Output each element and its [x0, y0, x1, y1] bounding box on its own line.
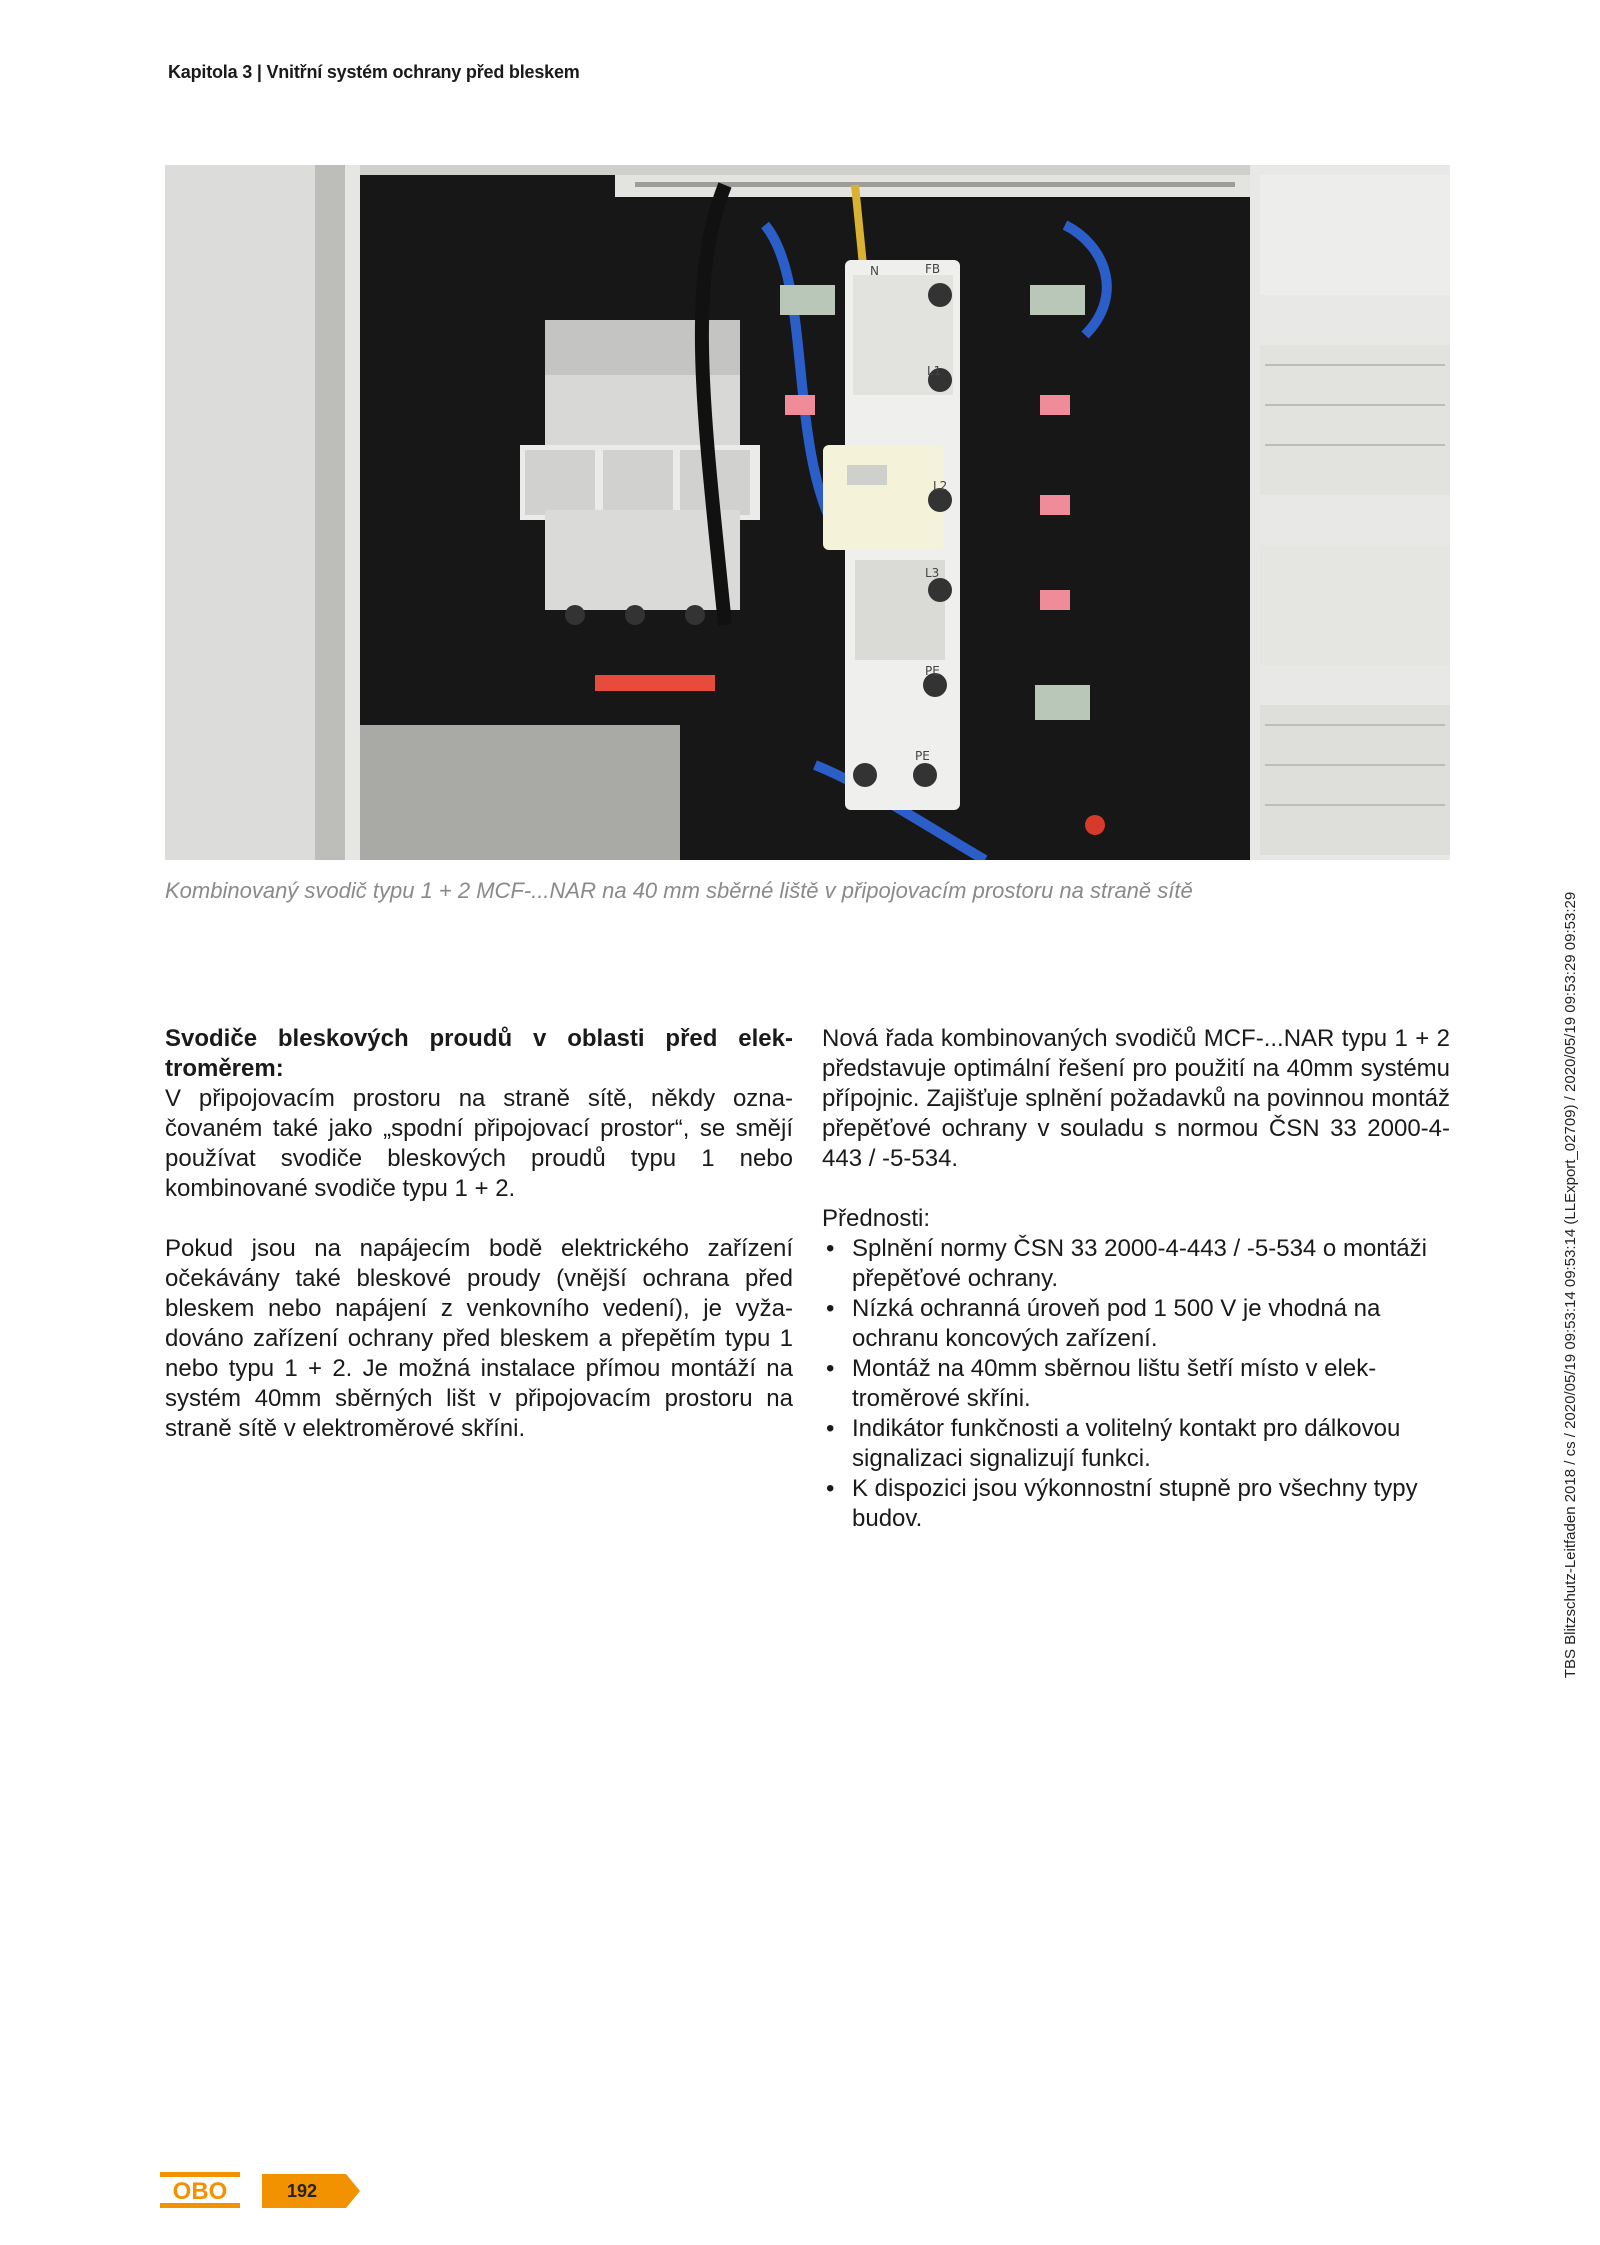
left-column: [165, 1024, 793, 1444]
logo-text: OBO: [172, 2178, 228, 2205]
page-number: 192: [286, 2181, 318, 2201]
list-item: • K dispozici jsou výkonnostní stupně pro všechny typy budov.: [822, 1474, 1450, 1534]
side-metadata-text: TBS Blitzschutz-Leitfaden 2018 / cs / 2020/05/19 09:53:14 09:53:14 (LLExport_02709) / 2020/05/19 09:53:29 09:53:29: [1562, 891, 1579, 1679]
label-l3: L3: [925, 566, 940, 580]
photo-caption: Kombinovaný svodič typu 1 + 2 MCF-...NAR na 40 mm sběrné liště v připojovacím prostoru na straně sítě: [165, 878, 1193, 903]
advantages-label: Přednosti:: [822, 1205, 931, 1232]
chapter-header: Kapitola 3 | Vnitřní systém ochrany před bleskem: [168, 62, 580, 82]
list-item: • Montáž na 40mm sběrnou lištu šetří místo v elektroměrové skříni.: [822, 1354, 1450, 1414]
label-l1: L1: [927, 364, 942, 378]
left-paragraph-2: Pokud jsou na napájecím bodě elektrického zařízení očekávány také bleskové proudy (vnější ochrana před bleskem nebo napájení z venkovního vedení), je vyžadováno zařízení ochrany před bleskem a přepětím typu 1 nebo typu 1 + 2. Je možná instalace přímou montáží na systém 40mm sběrných lišt v připojovacím prostoru na straně sítě v elektroměrové skříni.: [165, 1235, 793, 1442]
right-column: [822, 1024, 1450, 1534]
label-n: N: [870, 264, 879, 278]
label-pe-bottom: PE: [915, 749, 930, 763]
label-fb: FB: [925, 262, 941, 276]
product-photo: [165, 165, 1450, 860]
advantages-list: [822, 1234, 1450, 1534]
left-paragraph-1: V připojovacím prostoru na straně sítě, někdy označovaném také jako „spodní připojovací prostor“, se smějí používat svodiče bleskových proudů typu 1 nebo kombinované svodiče typu 1 + 2.: [165, 1085, 793, 1202]
section-heading: Svodiče bleskových proudů v oblasti před elektroměrem:: [165, 1025, 793, 1082]
label-l2: L2: [933, 479, 948, 493]
list-item: • Nízká ochranná úroveň pod 1 500 V je vhodná na ochranu koncových zařízení.: [822, 1294, 1450, 1354]
list-item: • Indikátor funkčnosti a volitelný kontakt pro dálkovou signalizaci signalizují funkci.: [822, 1414, 1450, 1474]
obo-logo: [160, 2172, 240, 2208]
list-item: • Splnění normy ČSN 33 2000-4-443 / -5-534 o montáži přepěťové ochrany.: [822, 1234, 1450, 1294]
label-pe: PE: [925, 664, 940, 678]
right-paragraph-1: Nová řada kombinovaných svodičů MCF-...NAR typu 1 + 2 představuje optimální řešení pro použití na 40mm systému přípojnic. Zajišťuje splnění požadavků na povinnou montáž přepěťové ochrany v souladu s normou ČSN 33 2000-4-443 / -5-534.: [822, 1025, 1450, 1172]
